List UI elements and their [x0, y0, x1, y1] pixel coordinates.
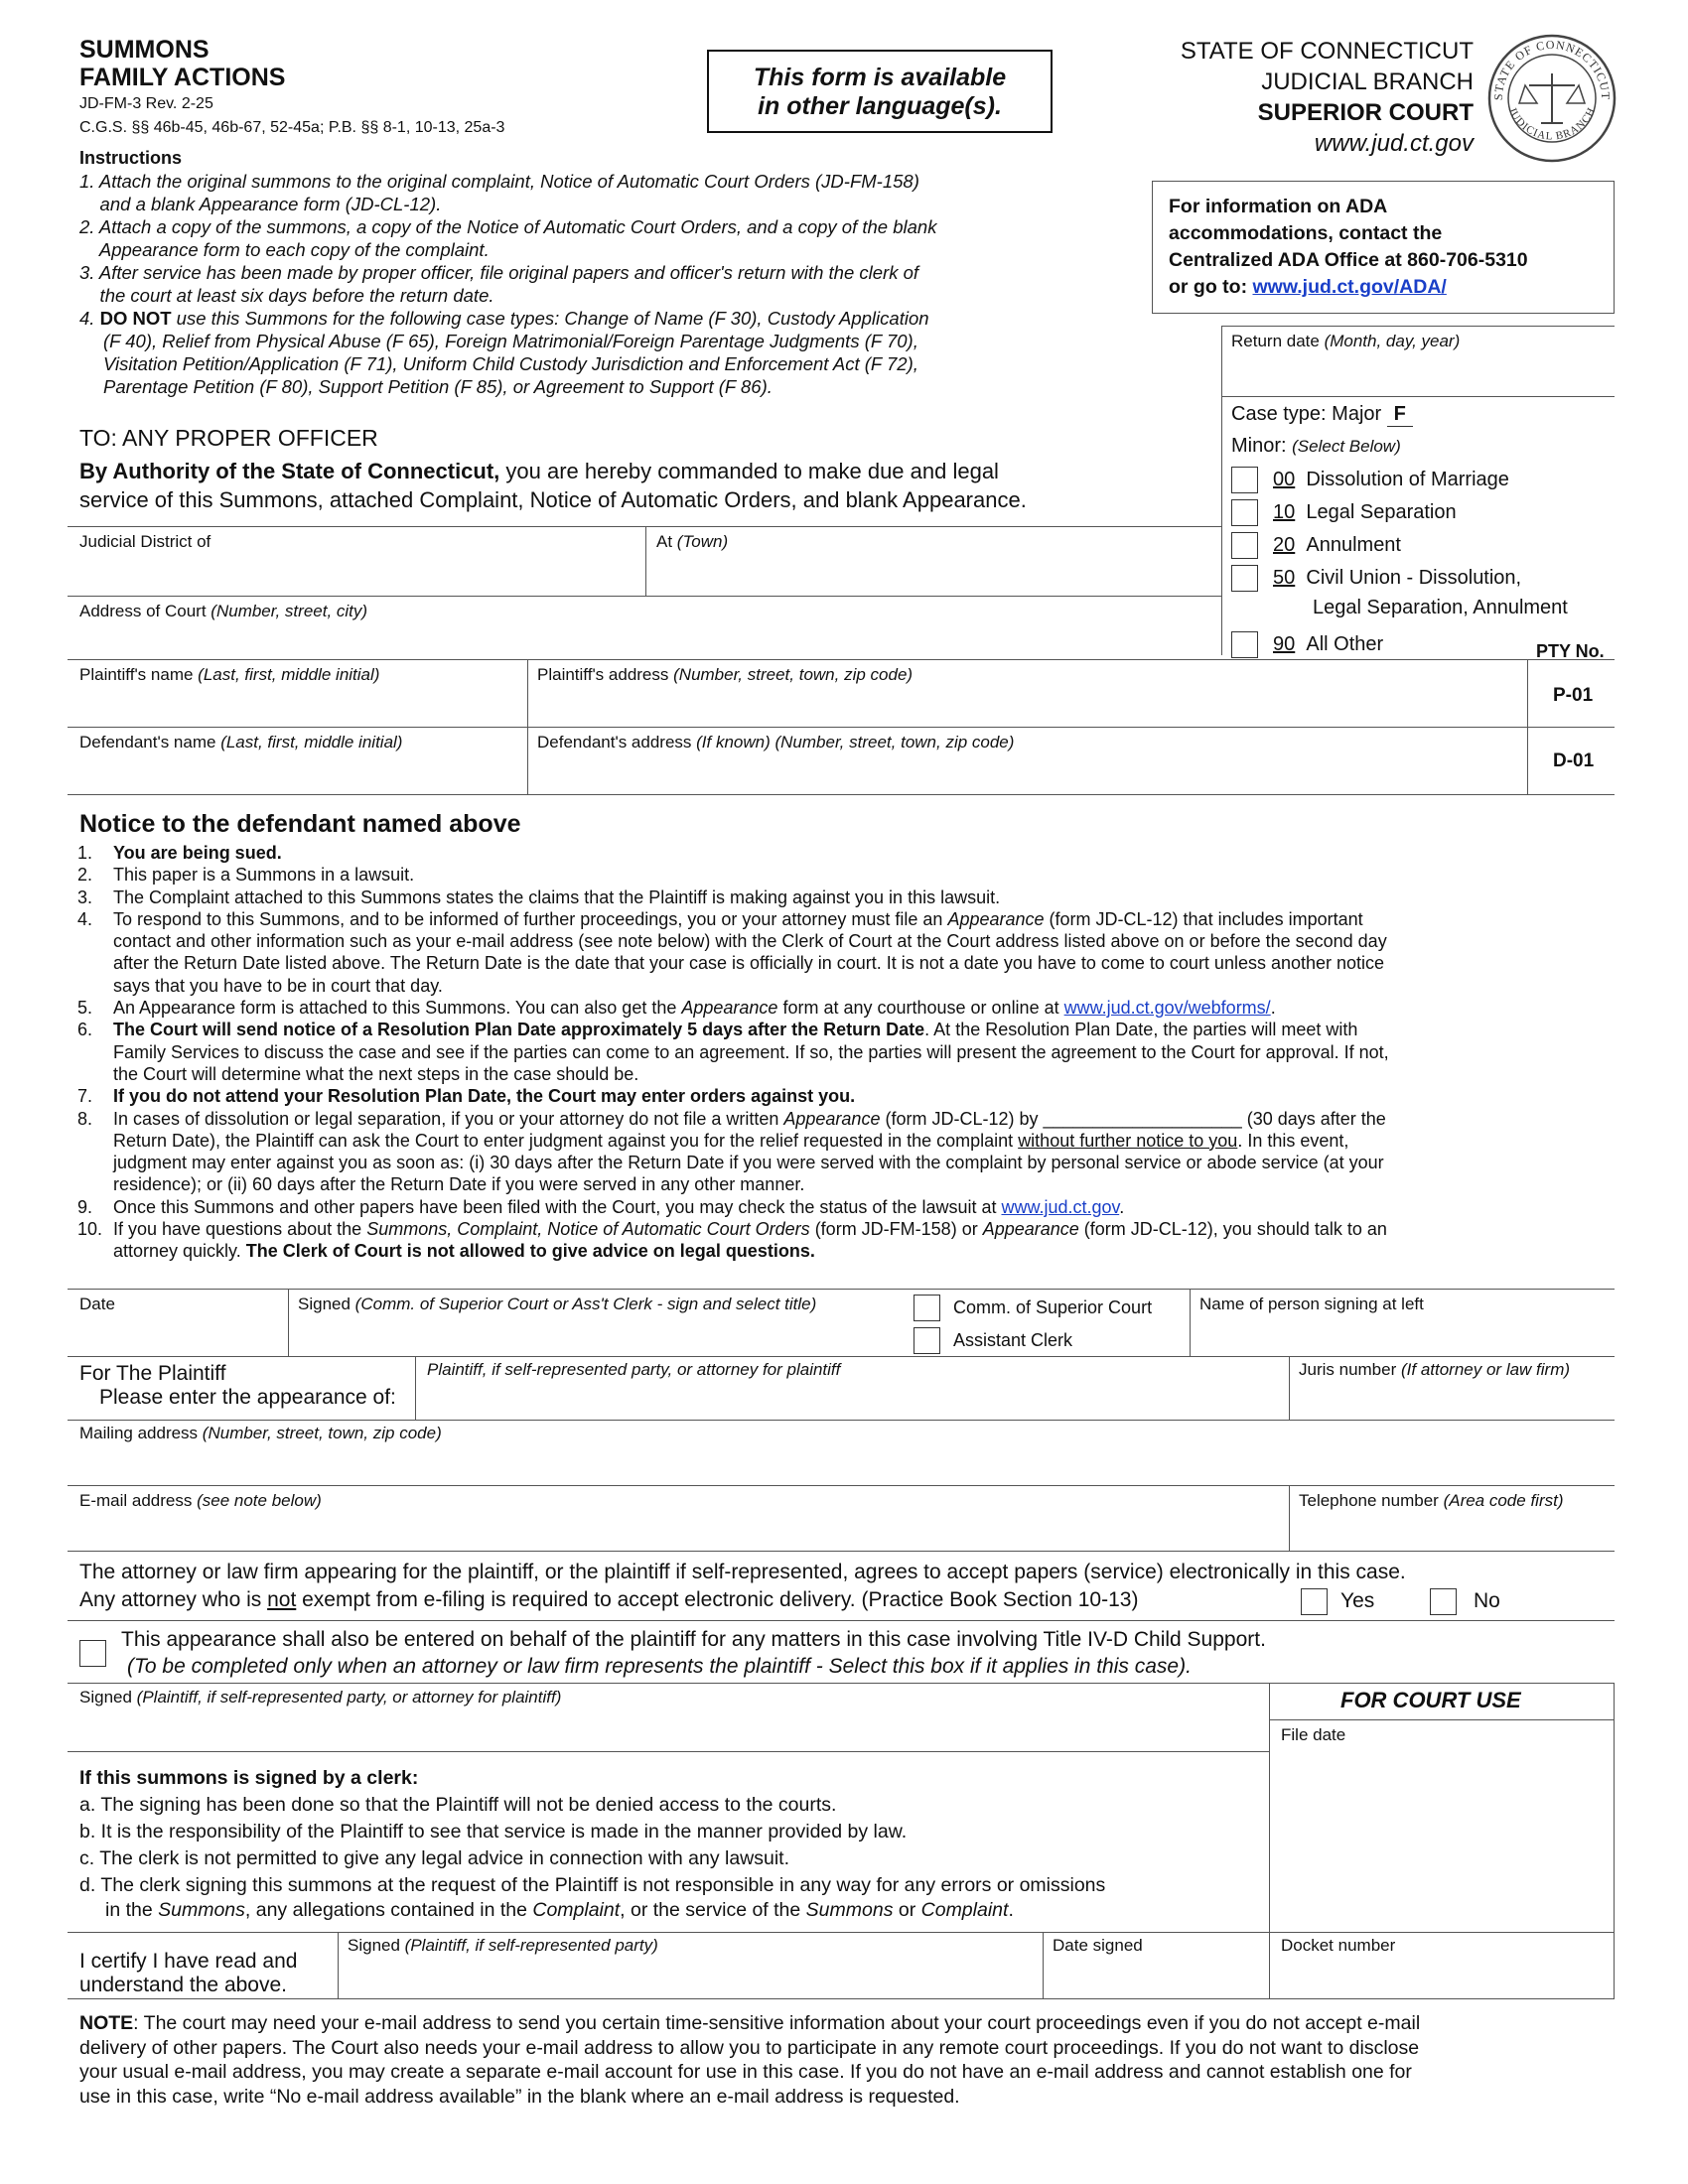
instructions-heading: Instructions: [79, 148, 183, 168]
judicial-district-field[interactable]: [70, 552, 643, 594]
assistant-clerk-checkbox[interactable]: [914, 1327, 940, 1354]
signed-plaintiff-label: Signed (Plaintiff, if self-represented party, or attorney for plaintiff): [79, 1688, 562, 1706]
signed-plaintiff-field[interactable]: [70, 1709, 1265, 1749]
seal-icon: [1485, 32, 1618, 165]
language-box-line2: in other language(s).: [758, 92, 1002, 120]
case-type-label: Case type: Major F: [1231, 403, 1413, 427]
instruction-line-4: [79, 307, 936, 330]
electronic-yes-label: Yes: [1340, 1589, 1375, 1612]
jud-link[interactable]: www.jud.ct.gov: [1001, 1196, 1120, 1217]
notice-item-4-cont: contact and other information such as your e-mail address (see note below) with the Clerk of Court at the Court address listed above on or before the second day: [113, 931, 1387, 952]
name-signing-field[interactable]: [1192, 1314, 1613, 1354]
telephone-field[interactable]: [1291, 1511, 1613, 1549]
email-note: NOTE: The court may need your e-mail address to send you certain time-sensitive information about your court proceedings even if you do not accept e-mail delivery of other papers. The Court also needs your e-mail address to allow you to participate in any remote court proceedings. If you do not want to disclose your usual e-mail address, you may create a separate e-mail account for use in this case. If you do not have an e-mail address and cannot establish one for use in this case, write “No e-mail address available” in the blank where an e-mail address is requested.: [79, 2012, 1421, 2108]
date-label: Date: [79, 1295, 115, 1313]
ada-box: [1152, 181, 1615, 314]
docket-number-label: Docket number: [1281, 1936, 1396, 1955]
notice-item-10: 10. If you have questions about the Summons, Complaint, Notice of Automatic Court Orders (form JD-FM-158) or Appearance (form JD-CL-12), you should talk to an: [77, 1219, 1387, 1240]
authority-bold: By Authority of the State of Connecticut,: [79, 459, 500, 483]
notice-item-6-cont: Family Services to discuss the case and see if the parties can come to an agreement. If so, the parties will present the agreement to the Court for approval. If not,: [113, 1041, 1389, 1062]
telephone-label: Telephone number (Area code first): [1299, 1491, 1564, 1510]
ada-line3: Centralized ADA Office at 860-706-5310: [1169, 249, 1528, 271]
court-name: SUPERIOR COURT: [1257, 99, 1474, 126]
date-field[interactable]: [70, 1314, 286, 1354]
instruction-line: 3. After service has been made by proper officer, file original papers and officer's return with the clerk of: [79, 262, 919, 283]
mailing-address-label: Mailing address (Number, street, town, zip code): [79, 1424, 442, 1442]
notice-item-8: 8. In cases of dissolution or legal separation, if you or your attorney do not file a written Appearance (form JD-CL-12) by ____________________ (30 days after the: [77, 1108, 1386, 1129]
clerk-item-d: d. The clerk signing this summons at the request of the Plaintiff is not responsible in any way for any errors or omissions: [79, 1874, 1106, 1896]
email-address-label: E-mail address (see note below): [79, 1491, 322, 1510]
minor-label: Minor: (Select Below): [1231, 435, 1401, 457]
juris-number-label: Juris number (If attorney or law firm): [1299, 1360, 1571, 1379]
mailing-address-field[interactable]: [70, 1443, 1613, 1481]
plaintiff-appearance-label: Plaintiff, if self-represented party, or attorney for plaintiff: [427, 1360, 841, 1379]
case-option-50-checkbox[interactable]: [1231, 565, 1258, 592]
case-option-20: 20 Annulment: [1273, 534, 1401, 556]
authority-line2: service of this Summons, attached Complaint, Notice of Automatic Orders, and blank Appearance.: [79, 487, 1027, 512]
notice-item-10-cont: attorney quickly. The Clerk of Court is not allowed to give advice on legal questions.: [113, 1241, 815, 1262]
seal-text-top: STATE OF CONNECTICUT: [1490, 37, 1614, 101]
notice-item-8-cont: Return Date), the Plaintiff can ask the Court to enter judgment against you for the relief requested in the complaint without further notice to you. In this event,: [113, 1130, 1349, 1151]
branch-name: JUDICIAL BRANCH: [1261, 68, 1474, 95]
language-box-line1: This form is available: [753, 64, 1007, 91]
defendant-address-label: Defendant's address (If known) (Number, street, town, zip code): [537, 733, 1015, 751]
webforms-link[interactable]: www.jud.ct.gov/webforms/: [1063, 998, 1271, 1019]
notice-item-7: 7. If you do not attend your Resolution Plan Date, the Court may enter orders against you.: [77, 1086, 856, 1107]
electronic-yes-checkbox[interactable]: [1301, 1588, 1328, 1615]
notice-item-2: 2. This paper is a Summons in a lawsuit.: [77, 865, 415, 886]
instruction4-prefix: 4.: [79, 308, 100, 329]
juris-number-field[interactable]: [1291, 1380, 1613, 1418]
authority-rest: you are hereby commanded to make due and legal: [499, 459, 999, 483]
case-option-20-checkbox[interactable]: [1231, 532, 1258, 559]
instruction-line: Parentage Petition (F 80), Support Petition (F 85), or Agreement to Support (F 86).: [103, 376, 773, 397]
note-label: NOTE: [79, 2012, 134, 2034]
judicial-district-label: Judicial District of: [79, 532, 211, 551]
email-address-field[interactable]: [70, 1511, 1287, 1549]
defendant-name-label: Defendant's name (Last, first, middle initial): [79, 733, 403, 751]
return-date-label: Return date (Month, day, year): [1231, 332, 1461, 350]
file-date-label: File date: [1281, 1725, 1346, 1744]
notice-item-3: 3. The Complaint attached to this Summons states the claims that the Plaintiff is making against you in this lawsuit.: [77, 887, 1001, 907]
instruction-line: (F 40), Relief from Physical Abuse (F 65), Foreign Matrimonial/Foreign Parentage Judgments (F 70),: [103, 331, 918, 351]
ada-line1: For information on ADA: [1169, 196, 1388, 217]
instruction-line: Visitation Petition/Application (F 71), Uniform Child Custody Jurisdiction and Enforcement Act (F 72),: [103, 353, 918, 374]
case-option-50-line2: Legal Separation, Annulment: [1313, 597, 1568, 618]
case-option-90-checkbox[interactable]: [1231, 631, 1258, 658]
state-name: STATE OF CONNECTICUT: [1180, 38, 1474, 65]
form-number: JD-FM-3 Rev. 2-25: [79, 95, 213, 112]
for-plaintiff-label: For The Plaintiff Please enter the appearance of:: [79, 1362, 396, 1409]
instruction4-bold: DO NOT: [99, 308, 172, 329]
notice-list: [77, 842, 1389, 1263]
form-statutes: C.G.S. §§ 46b-45, 46b-67, 52-45a; P.B. §§ 8-1, 10-13, 25a-3: [79, 119, 505, 136]
plaintiff-name-label: Plaintiff's name (Last, first, middle initial): [79, 665, 380, 684]
clerk-notice: [79, 1765, 1105, 1921]
comm-superior-court-checkbox[interactable]: [914, 1295, 940, 1321]
notice-item-6: 6. The Court will send notice of a Resolution Plan Date approximately 5 days after the Return Date. At the Resolution Plan Date, the parties will meet with: [77, 1020, 1358, 1040]
court-address-field[interactable]: [70, 621, 1219, 657]
court-website: www.jud.ct.gov: [1314, 130, 1474, 157]
to-officer: TO: ANY PROPER OFFICER: [79, 425, 378, 451]
electronic-no-label: No: [1474, 1589, 1500, 1612]
notice-item-9: 9. Once this Summons and other papers have been filed with the Court, you may check the status of the lawsuit at www.jud.ct.gov.: [77, 1196, 1125, 1217]
for-court-use-label: FOR COURT USE: [1340, 1688, 1521, 1712]
pty-no-label: PTY No.: [1536, 641, 1605, 661]
instruction4-rest: use this Summons for the following case types: Change of Name (F 30), Custody Application: [171, 308, 929, 329]
notice-item-1: 1. You are being sued.: [77, 843, 282, 863]
date-signed-field[interactable]: [1045, 1956, 1267, 1997]
notice-item-4-cont: says that you have to be in court that day.: [113, 975, 443, 996]
plaintiff-address-field[interactable]: [530, 685, 1523, 725]
docket-number-field[interactable]: [1271, 1956, 1613, 1997]
case-option-10: 10 Legal Separation: [1273, 501, 1457, 523]
signed-clerk-field[interactable]: [290, 1316, 902, 1354]
case-option-10-checkbox[interactable]: [1231, 499, 1258, 526]
ada-link[interactable]: www.jud.ct.gov/ADA/: [1252, 276, 1447, 298]
signed-clerk-label: Signed (Comm. of Superior Court or Ass't Clerk - sign and select title): [298, 1295, 817, 1313]
notice-item-4: 4. To respond to this Summons, and to be informed of further proceedings, you or your attorney must file an Appearance (form JD-CL-12) that includes important: [77, 908, 1363, 929]
language-box[interactable]: [707, 50, 1053, 133]
defendant-pty-number: D-01: [1553, 751, 1595, 771]
clerk-item-d-cont: in the Summons, any allegations contained in the Complaint, or the service of the Summons or Complaint.: [105, 1899, 1014, 1921]
clerk-item-a: a. The signing has been done so that the Plaintiff will not be denied access to the courts.: [79, 1794, 837, 1816]
signed-self-label: Signed (Plaintiff, if self-represented party): [348, 1936, 658, 1955]
date-signed-label: Date signed: [1053, 1936, 1143, 1955]
assistant-clerk-label: Assistant Clerk: [953, 1330, 1073, 1350]
plaintiff-address-label: Plaintiff's address (Number, street, town, zip code): [537, 665, 914, 684]
ada-line4-prefix: or go to:: [1169, 276, 1248, 298]
defendant-address-field[interactable]: [530, 752, 1523, 792]
seal-text-bottom: JUDICIAL BRANCH: [1505, 105, 1599, 143]
plaintiff-pty-number: P-01: [1553, 685, 1594, 706]
case-option-00: 00 Dissolution of Marriage: [1273, 469, 1509, 490]
instruction-line: Appearance form to each copy of the complaint.: [79, 239, 490, 260]
certify-text: I certify I have read and understand the above.: [79, 1950, 298, 1996]
instructions: [79, 147, 936, 398]
answer-deadline-blank[interactable]: ____________________: [1043, 1108, 1242, 1129]
title-iv-d-text: This appearance shall also be entered on behalf of the plaintiff for any matters in this case involving Title IV-D Child Support. (To be completed only when an attorney or law firm represents the plaintiff - Select this box if it applies in this case).: [121, 1628, 1266, 1678]
town-label: At (Town): [656, 532, 729, 551]
plaintiff-appearance-field[interactable]: [417, 1380, 1287, 1418]
ada-line2: accommodations, contact the: [1169, 222, 1443, 244]
case-option-00-checkbox[interactable]: [1231, 467, 1258, 493]
court-header: [1181, 36, 1474, 159]
judicial-seal: [1485, 32, 1618, 165]
court-address-label: Address of Court (Number, street, city): [79, 602, 368, 620]
title-iv-d-checkbox[interactable]: [79, 1640, 106, 1667]
signed-self-field[interactable]: [340, 1956, 1041, 1997]
instruction-line: the court at least six days before the return date.: [79, 285, 494, 306]
instruction-line: 1. Attach the original summons to the original complaint, Notice of Automatic Court Orders (JD-FM-158): [79, 171, 919, 192]
defendant-name-field[interactable]: [70, 752, 524, 792]
instruction-line: and a blank Appearance form (JD-CL-12).: [79, 194, 442, 214]
case-option-50: 50 Civil Union - Dissolution,: [1273, 567, 1522, 589]
clerk-item-c: c. The clerk is not permitted to give any legal advice in connection with any lawsuit.: [79, 1847, 790, 1869]
instruction-line: 2. Attach a copy of the summons, a copy of the Notice of Automatic Court Orders, and a copy of the blank: [79, 216, 937, 237]
form-title-line2: FAMILY ACTIONS: [79, 64, 286, 91]
comm-superior-court-label: Comm. of Superior Court: [953, 1297, 1153, 1317]
case-type-major: F: [1387, 403, 1413, 427]
notice-item-4-cont: after the Return Date listed above. The Return Date is the date that your case is officially in court. It is not a date you have to come to court unless another notice: [113, 953, 1385, 974]
return-date-field[interactable]: [1223, 352, 1613, 394]
town-field[interactable]: [647, 552, 1219, 594]
electronic-no-checkbox[interactable]: [1430, 1588, 1457, 1615]
case-option-90: 90 All Other: [1273, 633, 1384, 655]
notice-item-8-cont: judgment may enter against you as soon as: (i) 30 days after the Return Date if you were served with the complaint by personal service or abode service (at your: [113, 1153, 1384, 1173]
clerk-heading: If this summons is signed by a clerk:: [79, 1767, 419, 1789]
name-signing-label: Name of person signing at left: [1199, 1295, 1424, 1313]
notice-heading: Notice to the defendant named above: [79, 810, 521, 838]
authority-text: [79, 457, 1027, 514]
notice-item-6-cont: the Court will determine what the next steps in the case should be.: [113, 1063, 639, 1084]
notice-item-8-cont: residence); or (ii) 60 days after the Return Date if you were served in any other manner.: [113, 1174, 805, 1195]
form-title: [79, 36, 285, 91]
plaintiff-name-field[interactable]: [70, 685, 524, 725]
notice-item-5: 5. An Appearance form is attached to this Summons. You can also get the Appearance form at any courthouse or online at www.jud.ct.gov/webforms/.: [77, 998, 1276, 1019]
electronic-consent-text: The attorney or law firm appearing for the plaintiff, or the plaintiff if self-represented, agrees to accept papers (service) electronically in this case. Any attorney who is not exempt from e-filing is required to accept electronic delivery. (Practice Book Section 10-13): [79, 1561, 1406, 1611]
form-title-line1: SUMMONS: [79, 36, 210, 64]
clerk-item-b: b. It is the responsibility of the Plaintiff to see that service is made in the manner provided by law.: [79, 1821, 908, 1843]
